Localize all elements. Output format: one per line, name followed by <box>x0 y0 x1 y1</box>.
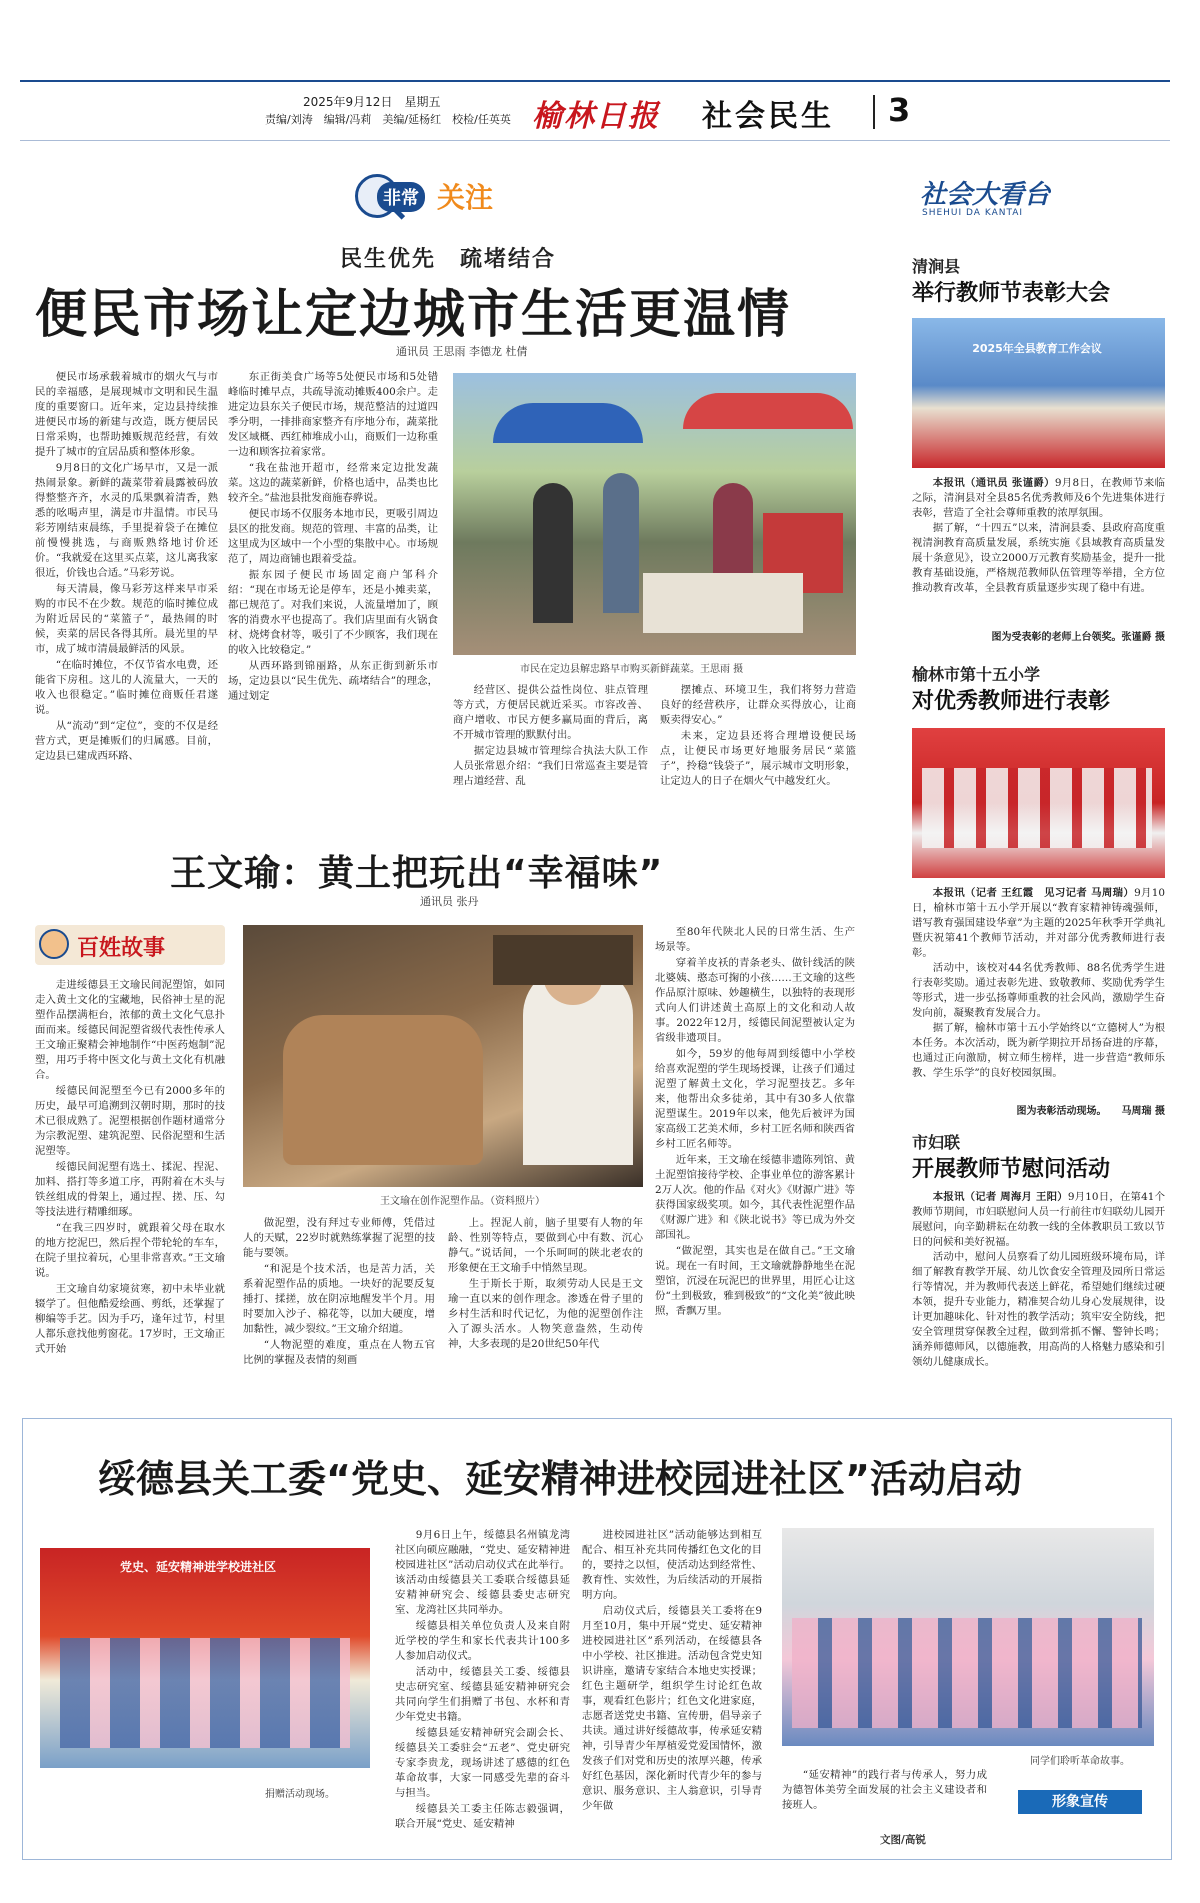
story2-col-1: 走进绥德县王文瑜民间泥塑馆，如同走入黄土文化的宝藏地，民俗神士星的泥塑作品摆满柜台，浓郁的黄土文化气息扑面而来。绥德民间泥塑省级代表性传承人王文瑜正聚精会神地制作“中医药炮制”泥塑，用巧手将中医文化与黄土文化有机融合。 绥德民间泥塑至今已有2000多年的历史，最早可追溯到汉朝时期，那时的技术已很成熟了。泥塑根据创作题材通常分为宗教泥塑、建筑泥塑、民俗泥塑和生活泥塑等。 绥德民间泥塑有选土、揉泥、捏泥、加料、搭打等多道工序，再附着在木头与铁丝组成的骨架上，通过捏、搓、压、勾等技法进行精雕细琢。 “在我三四岁时，就跟着父母在取水的地方挖泥巴，然后捏个带轮轮的车车，在院子里拉着玩，心里非常喜欢。”王文瑜说。 王文瑜自幼家境贫寒，初中未毕业就辍学了。但他酷爱绘画、剪纸，还掌握了柳编等手艺。因为手巧，逢年过节，村里人都乐意找他剪窗花。17岁时，王文瑜正式开始 <box>35 979 225 1355</box>
header-rule-top <box>20 80 1170 82</box>
story2-byline: 通讯员 张丹 <box>420 895 479 908</box>
ceremony-photo <box>912 318 1165 468</box>
main-col-1: 便民市场承载着城市的烟火气与市民的幸福感，是展现城市文明和民生温度的重要窗口。近年来，定边县持续推进便民市场的新建与改造，既方便居民日常采购，也帮助摊贩规范经营，有效提升了城市的宜居品质和整体形象。 9月8日的文化广场早市，又是一派热闹景象。新鲜的蔬菜带着晨露被码放得整整齐齐，水灵的瓜果飘着清香，熟悉的吆喝声里，满是市井温情。市民马彩芳刚结束晨练，手里提着袋子在摊位前慢慢挑选，与商贩熟络地讨价还价。“我就爱在这里买点菜，这儿离我家很近，价钱也合适。”马彩芳说。 每天清晨，像马彩芳这样来早市采购的市民不在少数。规范的临时摊位成为附近居民的“菜篮子”，最热闹的时候，卖菜的居民各得其所。晨光里的早市，成了城市清晨最鲜活的风景。 “在临时摊位，不仅节省水电费，还能省下房租。这儿的人流量大，一天的收入也很稳定。”临时摊位商贩任君遂说。 从“流动”到“定位”，变的不仅是经营方式，更是摊贩们的归属感。目前，定边县已建成西环路、 <box>35 371 218 762</box>
umbrella-shape <box>683 393 853 429</box>
story2-badge-label: 百姓故事 <box>77 936 166 961</box>
header-divider <box>873 95 875 129</box>
story3-author: 文图/高锐 <box>880 1834 926 1846</box>
classroom-photo-caption: 同学们聆听革命故事。 <box>1030 1756 1130 1767</box>
sidebar-item-title: 举行教师节表彰大会 <box>912 281 1111 306</box>
sidebar-item-place: 市妇联 <box>912 1133 961 1152</box>
donation-banner-text: 党史、延安精神进学校进社区 <box>120 1560 277 1574</box>
teachers-row-shape <box>922 768 1152 848</box>
sidebar-photo-caption: 图为表彰活动现场。 马周瑞 摄 <box>1016 1106 1165 1117</box>
umbrella-shape <box>493 403 643 443</box>
sidebar-logo-sub: SHEHUI DA KANTAI <box>922 208 1024 218</box>
story2-col-3: 上。捏泥人前，脑子里要有人物的年龄、性别等特点，要做到心中有数、沉心静气。”说话间，一个乐呵呵的陕北老农的形象便在王文瑜手中悄然呈现。 生于斯长于斯，取须劳动人民是王文瑜一直以来的创作理念。渗透在骨子里的乡村生活和时代记忆，为他的泥塑创作注入了源头活水。人物笑意盎然，生动传神，大多表现的是20世纪50年代 <box>448 1217 643 1350</box>
story2-col-2: 做泥塑，没有拜过专业师傅，凭借过人的天赋，22岁时就熟练掌握了泥塑的技能与要领。 “和泥是个技术活，也是苦力活，关系着泥塑作品的质地。一块好的泥要反复捶打、揉搓，放在阴凉地醒发半个月。用时要加入沙子、棉花等，以加大硬度，增加黏性，减少裂纹。”王文瑜介绍道。 “人物泥塑的难度，重点在人物五官比例的掌握及表情的刻画 <box>243 1217 435 1366</box>
story2-badge <box>35 925 225 965</box>
section-title: 社会民生 <box>702 99 834 134</box>
story3-col-1: 9月6日上午，绥德县名州镇龙湾社区向硕应融融，“党史、延安精神进校园进社区”活动启动仪式在此举行。该活动由绥德县关工委联合绥德县延安精神研究会、绥德县委史志研究室、龙湾社区共同举办。 绥德县相关单位负责人及来自附近学校的学生和家长代表共计100多人参加启动仪式。 活动中，绥德县关工委、绥德县史志研究室、绥德县延安精神研究会共同向学生们捐赠了书包、水杯和青少年党史书籍。 绥德县延安精神研究会副会长、绥德县关工委驻会“五老”、党史研究专家李贵龙，现场讲述了感德的红色革命故事，大家一同感受先辈的奋斗与担当。 绥德县关工委主任陈志毅强调，联合开展“党史、延安精神 <box>395 1529 570 1830</box>
badge-prefix: 非常 <box>377 182 425 212</box>
main-kicker: 民生优先 疏堵结合 <box>340 247 557 272</box>
badge-label: 关注 <box>437 181 494 214</box>
sidebar-item-title: 开展教师节慰问活动 <box>912 1157 1111 1182</box>
market-photo-caption: 市民在定边县解忠路早市购买新鲜蔬菜。王思雨 摄 <box>520 664 744 675</box>
shelf-shape <box>493 935 633 985</box>
main-headline: 便民市场让定边城市生活更温情 <box>35 285 792 345</box>
sidebar-item-body: 本报讯（通讯员 张谨爵）9月8日，在教师节来临之际，清涧县对全县85名优秀教师及6个先进集体进行表彰，营造了全社会尊师重教的浓厚氛围。 据了解，“十四五”以来，清涧县委、县政府高度重视清涧教育高质量发展，系统实施《县域教育高质量发展十条意见》，设立2000万元教育奖励基金，提升一批教育基础设施，严格规范教师队伍管理等举措，全方位推动教育改革，全县教育质量逐步实现了稳中有进。 <box>912 477 1165 594</box>
sidebar-logo-text: 社会大看台 <box>920 180 1051 210</box>
sidebar-item-title: 对优秀教师进行表彰 <box>912 689 1111 714</box>
page-number: 3 <box>888 91 911 129</box>
main-byline: 通讯员 王思雨 李德龙 杜倩 <box>396 345 528 358</box>
sidebar-item-body: 本报讯（记者 王红霞 见习记者 马周瑞）9月10日，榆林市第十五小学开展以“教育家精神铸魂强师，谱写教育强国建设华章”为主题的2025年秋季开学典礼暨庆祝第41个教师节活动，并对部分优秀教师进行表彰。 活动中，该校对44名优秀教师、88名优秀学生进行表彰奖励。通过表彰先进、致敬教师、奖励优秀学生等形式，进一步弘扬尊师重教的社会风尚，激励学生奋发向前，凝聚教育发展合力。 据了解，榆林市第十五小学始终以“立德树人”为根本任务。本次活动，既为新学期拉开昂扬奋进的序幕，也通过正向激励，树立师生榜样，进一步营造“教师乐教、学生乐学”的良好校园氛围。 <box>912 887 1166 1079</box>
main-col-2: 东正街美食广场等5处便民市场和5处错峰临时摊早点，共疏导流动摊贩400余户。走进定边县东关子便民市场，规范整洁的过道四季分明，一排排商家整齐有序地分布，蔬菜批发区域概、西红柿堆成小山，商贩们一边称重一边和顾客拉着家常。 “我在盐池开超市，经常来定边批发蔬菜。这边的蔬菜新鲜，价格也适中，品类也比较齐全。”盐池县批发商施春骅说。 便民市场不仅服务本地市民，更吸引周边县区的批发商。规范的管理、丰富的品类，让这里成为区域中一个小型的集散中心。市场规范了，周边商铺也跟着受益。 振东园子便民市场固定商户邹科介绍：“现在市场无论是停车，还是小摊卖菜，都已规范了。对我们来说，人流量增加了，顾客的消费水平也提高了。我们店里面有火锅食材、烧烤食材等，吸引了不少顾客，我们现在的收入比较稳定。” 从西环路到锦丽路，从东正街到新乐市场，定边县以“民生优先、疏堵结合”的理念，通过划定 <box>228 371 438 702</box>
donation-photo <box>40 1548 370 1768</box>
person-shape <box>533 483 573 623</box>
sidebar-logo <box>920 172 1170 232</box>
clay-sculpture-shape <box>283 1015 483 1165</box>
award-photo <box>912 728 1165 878</box>
story3-headline: 绥德县关工委“党史、延安精神进校园进社区”活动启动 <box>98 1457 1022 1501</box>
sidebar-item-body: 本报讯（记者 周海月 王阳）9月10日，在第41个教师节期间，市妇联慰问人员一行前往市妇联幼儿园开展慰问，向辛勤耕耘在幼教一线的全体教职员工致以节日的问候和美好祝福。 活动中，慰问人员察看了幼儿园班级环境布局，详细了解教育教学开展、幼儿饮食安全管理及园所日常运行等情况，并为教师代表送上鲜花，希望她们继续过硬本领，提升专业能力，精准契合幼儿身心发展规律，设计更加趣味化、针对性的教学活动；筑牢安全防线，把安全管理贯穿保教全过程，做到常抓不懈、警钟长鸣；涵养师德师风，以德施教，用高尚的人格魅力感染和引领幼儿健康成长。 <box>912 1191 1165 1368</box>
classroom-photo <box>782 1528 1154 1746</box>
ceremony-banner-text: 2025年全县教育工作会议 <box>972 342 1102 355</box>
sidebar-item-place: 清涧县 <box>912 257 961 276</box>
column-badge <box>355 168 535 228</box>
artisan-photo-caption: 王文瑜在创作泥塑作品。（资料照片） <box>380 1196 545 1207</box>
story2-headline: 王文瑜：黄土把玩出“幸福味” <box>170 853 664 894</box>
issue-date: 2025年9月12日 星期五 <box>303 95 441 109</box>
students-seated-shape <box>792 1618 1142 1728</box>
story3-col-2: 进校园进社区”活动能够达到相互配合、相互补充共同传播红色文化的目的，要持之以恒，使活动达到经常性、教育性、实效性，为后续活动的开展指明方向。 启动仪式后，绥德县关工委将在9月至10月，集中开展“党史、延安精神进校园进社区”系列活动，在绥德县各中小学校、社区推进。活动包含党史知识讲座，邀请专家结合本地史实授课；红色主题研学，组织学生讨论红色故事，观看红色影片；红色文化进家庭，志愿者送党史书籍、宣传册，倡导亲子共读。通过讲好绥德故事，传承延安精神，引导青少年厚植爱党爱国情怀，激发孩子们对党和历史的浓厚兴趣，传承好红色基因，深化新时代青少年的参与意识、服务意识、主人翁意识，引导青少年做 <box>582 1529 762 1812</box>
artisan-photo <box>243 925 643 1187</box>
donation-photo-caption: 捐赠活动现场。 <box>265 1789 335 1800</box>
sidebar-photo-caption: 图为受表彰的老师上台领奖。张谨爵 摄 <box>991 632 1165 643</box>
students-row-shape <box>60 1638 350 1748</box>
header-rule-bottom <box>20 140 1170 141</box>
image-promo-tag: 形象宣传 <box>1018 1790 1142 1814</box>
main-col-4: 摆摊点、环境卫生，我们将努力营造良好的经营秩序，让群众买得放心，让商贩卖得安心。” 未来，定边县还将合理增设便民场点，让便民市场更好地服务居民“菜篮子”，拎稳“钱袋子”，展示城市文明形象，让定边人的日子在烟火气中越发红火。 <box>660 684 856 787</box>
person-icon <box>39 929 69 959</box>
newspaper-masthead: 榆林日报 <box>532 99 660 134</box>
main-col-3: 经营区、提供公益性岗位、驻点管理等方式，方便居民就近采买。市容改善、商户增收、市民方便多赢局面的背后，离不开城市管理的默默付出。 据定边县城市管理综合执法大队工作人员张常恩介绍：“我们日常巡查主要是管理占道经营、乱 <box>453 684 648 787</box>
sidebar-item-place: 榆林市第十五小学 <box>912 665 1041 684</box>
person-shape <box>603 473 639 613</box>
story2-col-4: 至80年代陕北人民的日常生活、生产场景等。 穿着羊皮袄的青条老头、做针线活的陕北婆姨、憨态可掬的小孩……王文瑜的这些作品原汁原味、妙趣横生，以独特的表现形式向人们讲述黄土高原上的文化和动人故事。2022年12月，绥德民间泥塑被认定为省级非遗项目。 如今，59岁的他每周到绥德中小学校给喜欢泥塑的学生现场授课，让孩子们通过泥塑了解黄土文化，学习泥塑技艺。多年来，他帮出众多徒弟，其中有30多人依靠泥塑谋生。2019年以来，他先后被评为国家高级工艺美术师，乡村工匠名师和陕西省乡村工匠名师等。 近年来，王文瑜在绥德非遗陈列馆、黄土泥塑馆接待学校、企事业单位的游客累计2万人次。他的作品《对火》《财源广进》等获得国家级奖项。如今，其代表性泥塑作品《财源广进》和《陕北说书》等已成为外交部国礼。 “做泥塑，其实也是在做自己。”王文瑜说。现在一有时间，王文瑜就静静地坐在泥塑馆，沉浸在玩泥巴的世界里，用匠心让这份“土到极致，雅到极致”的“文化美”彼此映照，香飘万里。 <box>655 926 855 1317</box>
editor-credits: 责编/刘涛 编辑/冯莉 美编/延杨红 校检/任英英 <box>265 113 511 126</box>
story3-col-3: “延安精神”的践行者与传承人，努力成为德智体美劳全面发展的社会主义建设者和接班人。 <box>782 1769 987 1811</box>
market-photo <box>453 373 856 655</box>
produce-crate-shape <box>643 573 803 633</box>
